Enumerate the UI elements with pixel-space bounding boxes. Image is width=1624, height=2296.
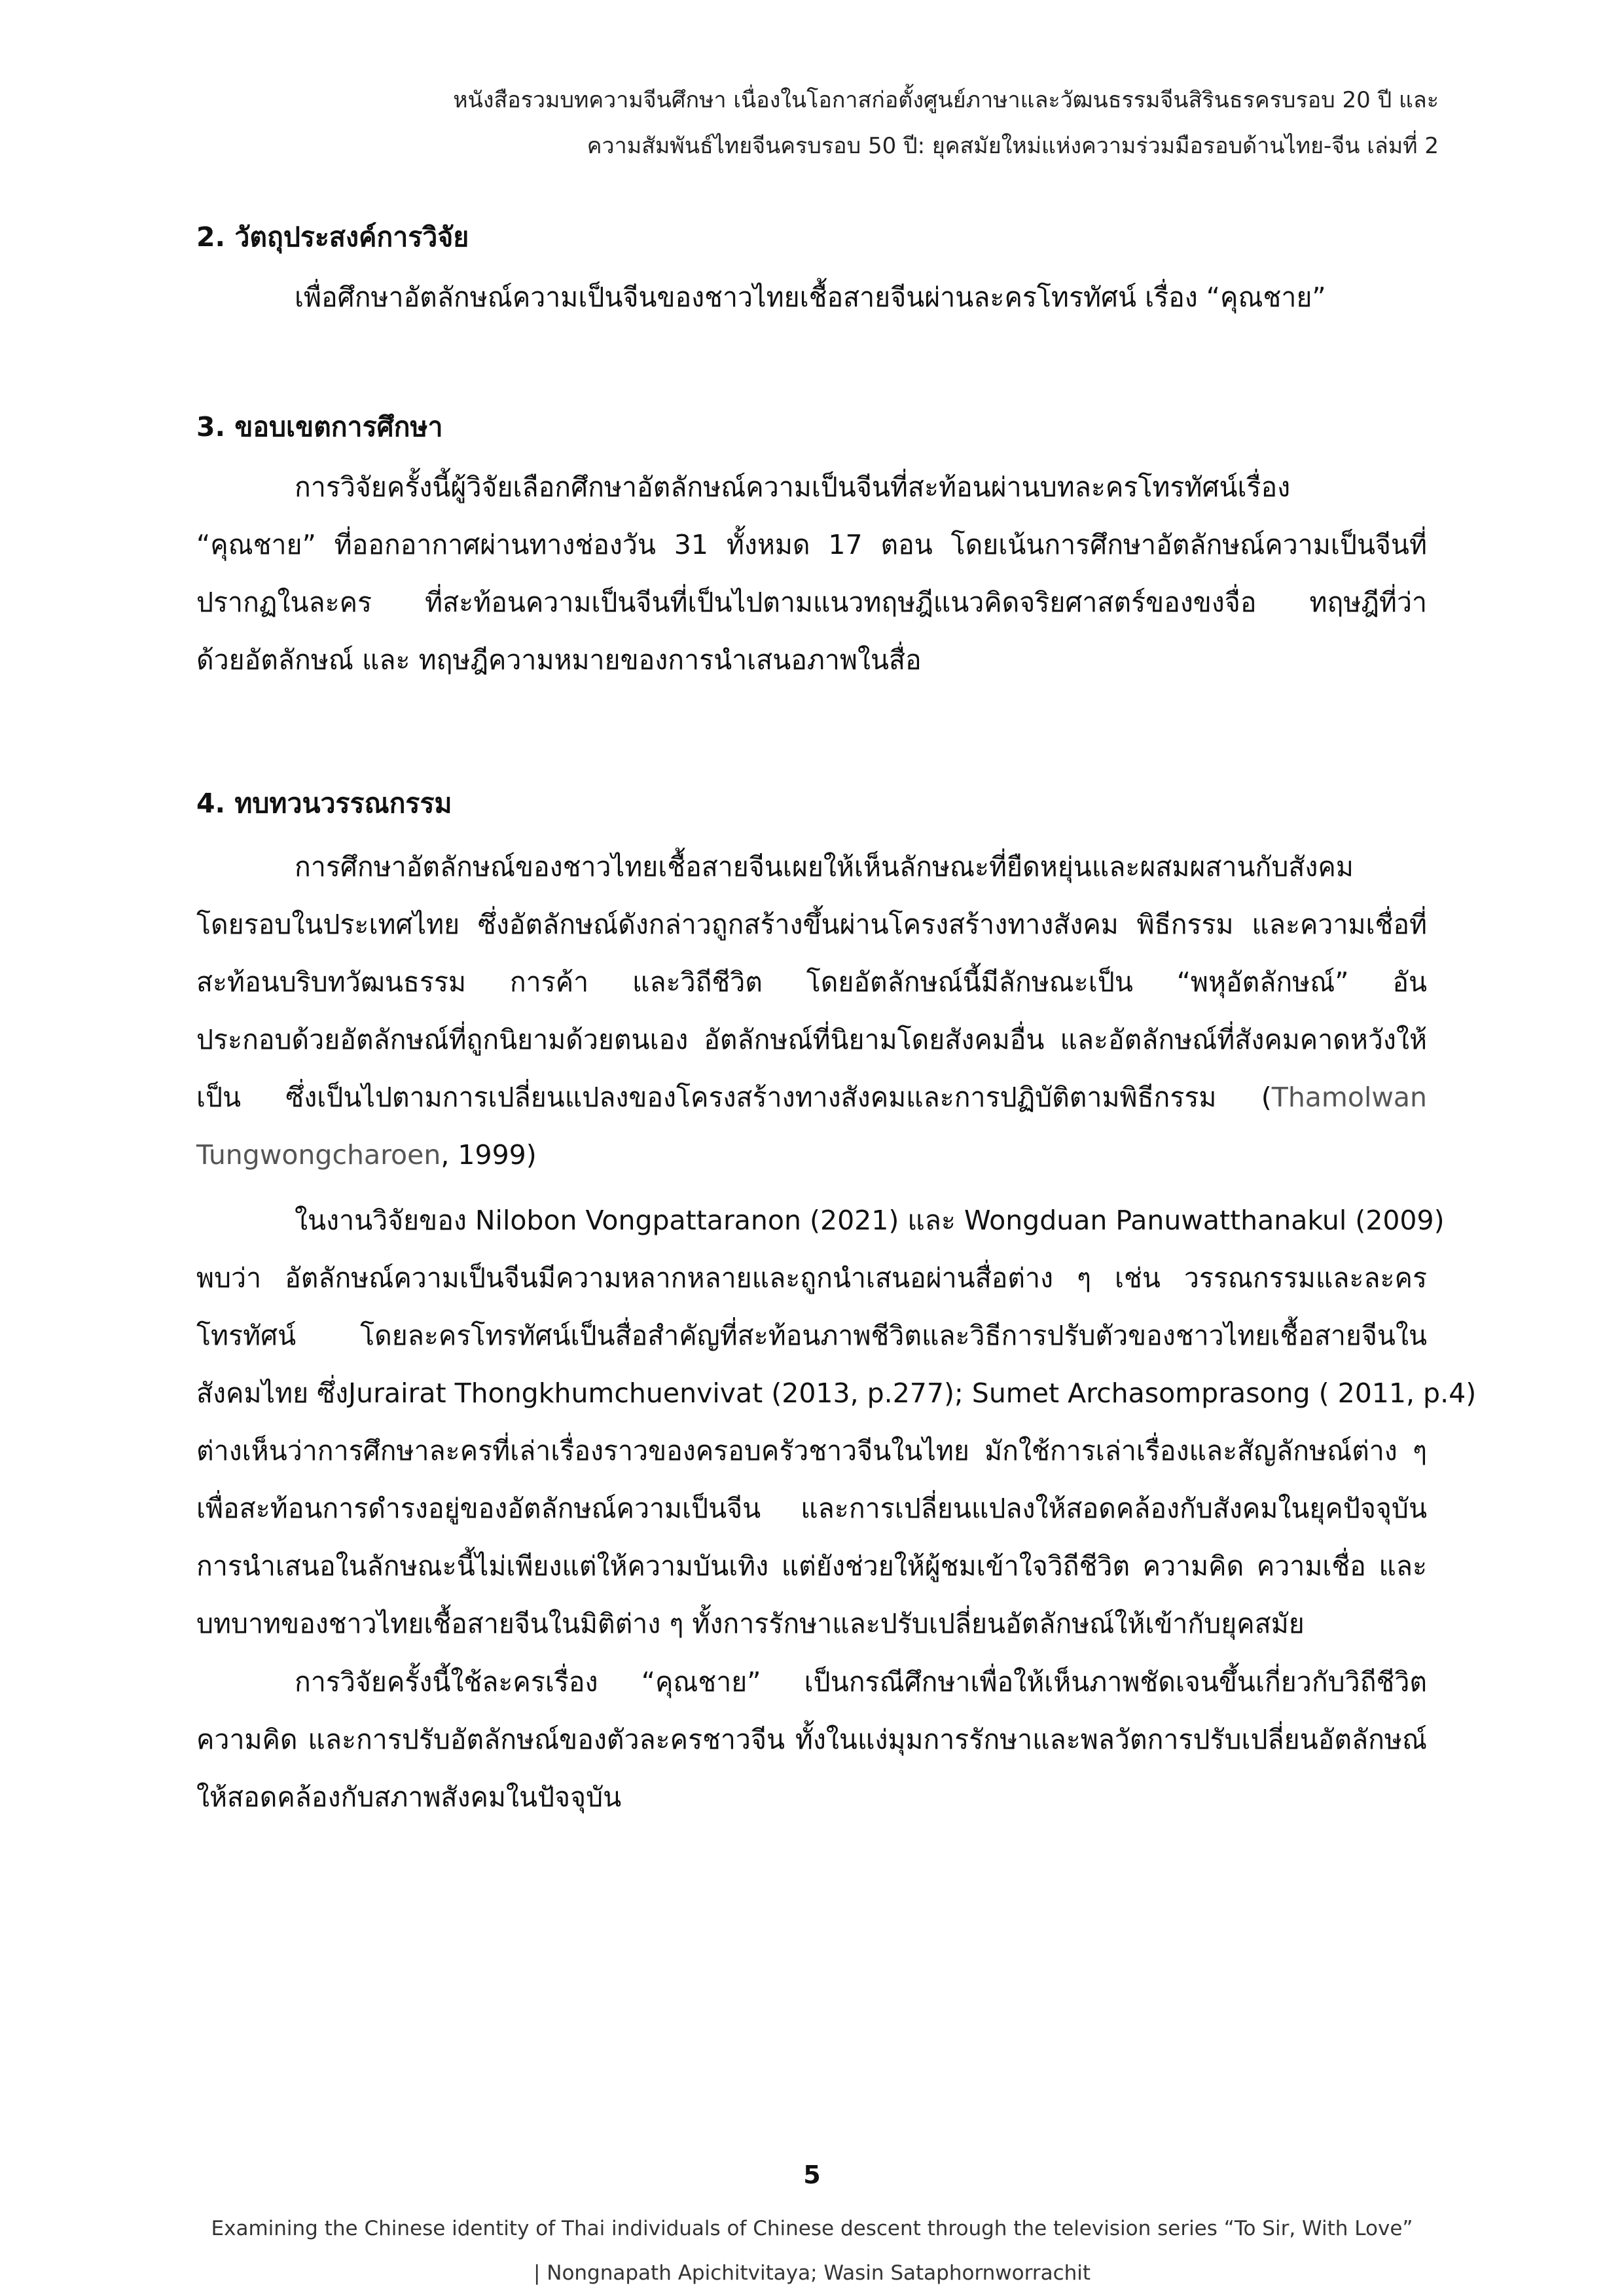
objective-line-1: เพื่อศึกษาอัตลักษณ์ความเป็นจีนของชาวไทยเชื้อสายจีนผ่านละครโทรทัศน์ เรื่อง “คุณชาย” — [295, 282, 1326, 313]
citation-author-first: Thamolwan — [1271, 1082, 1427, 1113]
scope-line-1: การวิจัยครั้งนี้ผู้วิจัยเลือกศึกษาอัตลักษณ์ความเป็นจีนที่สะท้อนผ่านบทละครโทรทัศน์เรื่อง — [295, 471, 1291, 503]
review-paragraph-3 — [196, 1653, 1427, 1826]
review-p1-line-3: สะท้อนบริบทวัฒนธรรม การค้า และวิถีชีวิต โดยอัตลักษณ์นี้มีลักษณะเป็น “พหุอัตลักษณ์” อัน — [196, 966, 1427, 998]
running-footer — [0, 2206, 1624, 2295]
review-p1-line-1: การศึกษาอัตลักษณ์ของชาวไทยเชื้อสายจีนเผยให้เห็นลักษณะที่ยืดหยุ่นและผสมผสานกับสังคม — [295, 851, 1354, 883]
review-p2-line-3: โทรทัศน์ โดยละครโทรทัศน์เป็นสื่อสำคัญที่สะท้อนภาพชีวิตและวิธีการปรับตัวของชาวไทยเชื้อสายจีนใน — [196, 1320, 1427, 1351]
section-heading-review: 4. ทบทวนวรรณกรรม — [196, 788, 452, 819]
review-p2-line-1: ในงานวิจัยของ Nilobon Vongpattaranon (2021) และ Wongduan Panuwatthanakul (2009) — [295, 1205, 1445, 1236]
section-heading-scope: 3. ขอบเขตการศึกษา — [196, 411, 443, 443]
review-p2-line-6: เพื่อสะท้อนการดำรงอยู่ของอัตลักษณ์ความเป็นจีน และการเปลี่ยนแปลงให้สอดคล้องกับสังคมในยุคปัจจุบัน — [196, 1493, 1427, 1524]
footer-title: Examining the Chinese identity of Thai individuals of Chinese descent through the television series “To Sir, With Love” — [211, 2217, 1413, 2240]
review-p2-line-5: ต่างเห็นว่าการศึกษาละครที่เล่าเรื่องราวของครอบครัวชาวจีนในไทย มักใช้การเล่าเรื่องและสัญลักษณ์ต่าง ๆ — [196, 1435, 1427, 1467]
review-p1-line-5 — [196, 1068, 1427, 1126]
review-p3-line-2: ความคิด และการปรับอัตลักษณ์ของตัวละครชาวจีน ทั้งในแง่มุมการรักษาและพลวัตการปรับเปลี่ยนอัตลักษณ์ — [196, 1724, 1427, 1755]
running-header-line-2: ความสัมพันธ์ไทยจีนครบรอบ 50 ปี: ยุคสมัยใหม่แห่งความร่วมมือรอบด้านไทย-จีน เล่มที่ 2 — [586, 133, 1439, 159]
page-number: 5 — [803, 2160, 821, 2189]
review-p2-line-4: สังคมไทย ซึ่งJurairat Thongkhumchuenvivat (2013, p.277); Sumet Archasomprasong ( 2011, p.4) — [196, 1377, 1477, 1409]
footer-authors: | Nongnapath Apichitvitaya; Wasin Sataphornworrachit — [533, 2261, 1091, 2285]
review-paragraph-2 — [196, 1192, 1477, 1652]
review-p1-line-5-text: เป็น ซึ่งเป็นไปตามการเปลี่ยนแปลงของโครงสร้างทางสังคมและการปฏิบัติตามพิธีกรรม ( — [196, 1082, 1272, 1113]
scope-paragraph — [196, 458, 1427, 689]
citation-author-last: Tungwongcharoen — [196, 1139, 441, 1171]
review-paragraph-1 — [196, 838, 1427, 1184]
objective-paragraph — [196, 268, 1427, 326]
scope-line-3: ปรากฏในละคร ที่สะท้อนความเป็นจีนที่เป็นไปตามแนวทฤษฎีแนวคิดจริยศาสตร์ของขงจื่อ ทฤษฎีที่ว่า — [196, 587, 1427, 618]
running-header-line-1: หนังสือรวมบทความจีนศึกษา เนื่องในโอกาสก่อตั้งศูนย์ภาษาและวัฒนธรรมจีนสิรินธรครบรอบ 20 ปี และ — [453, 87, 1439, 113]
citation-year: , 1999) — [441, 1139, 537, 1171]
review-p3-line-3: ให้สอดคล้องกับสภาพสังคมในปัจจุบัน — [196, 1781, 622, 1813]
review-p3-line-1: การวิจัยครั้งนี้ใช้ละครเรื่อง “คุณชาย” เป็นกรณีศึกษาเพื่อให้เห็นภาพชัดเจนขึ้นเกี่ยวกับวิถีชีวิต — [295, 1666, 1427, 1698]
review-p2-line-2: พบว่า อัตลักษณ์ความเป็นจีนมีความหลากหลายและถูกนำเสนอผ่านสื่อต่าง ๆ เช่น วรรณกรรมและละคร — [196, 1262, 1427, 1294]
review-p1-line-4: ประกอบด้วยอัตลักษณ์ที่ถูกนิยามด้วยตนเอง อัตลักษณ์ที่นิยามโดยสังคมอื่น และอัตลักษณ์ที่สังคมคาดหวังให้ — [196, 1024, 1427, 1055]
review-p2-line-8: บทบาทของชาวไทยเชื้อสายจีนในมิติต่าง ๆ ทั้งการรักษาและปรับเปลี่ยนอัตลักษณ์ให้เข้ากับยุคสมัย — [196, 1608, 1305, 1639]
scope-line-2: “คุณชาย” ที่ออกอากาศผ่านทางช่องวัน 31 ทั้งหมด 17 ตอน โดยเน้นการศึกษาอัตลักษณ์ความเป็นจีนที่ — [196, 529, 1427, 560]
scope-line-4: ด้วยอัตลักษณ์ และ ทฤษฎีความหมายของการนำเสนอภาพในสื่อ — [196, 644, 922, 676]
review-p1-line-2: โดยรอบในประเทศไทย ซึ่งอัตลักษณ์ดังกล่าวถูกสร้างขึ้นผ่านโครงสร้างทางสังคม พิธีกรรม และความเชื่อที่ — [196, 909, 1427, 940]
review-p1-line-6 — [196, 1126, 1427, 1184]
review-p2-line-7: การนำเสนอในลักษณะนี้ไม่เพียงแต่ให้ความบันเทิง แต่ยังช่วยให้ผู้ชมเข้าใจวิถีชีวิต ความคิด ความเชื่อ และ — [196, 1550, 1427, 1582]
running-header — [130, 77, 1439, 169]
section-heading-objective: 2. วัตถุประสงค์การวิจัย — [196, 221, 469, 253]
